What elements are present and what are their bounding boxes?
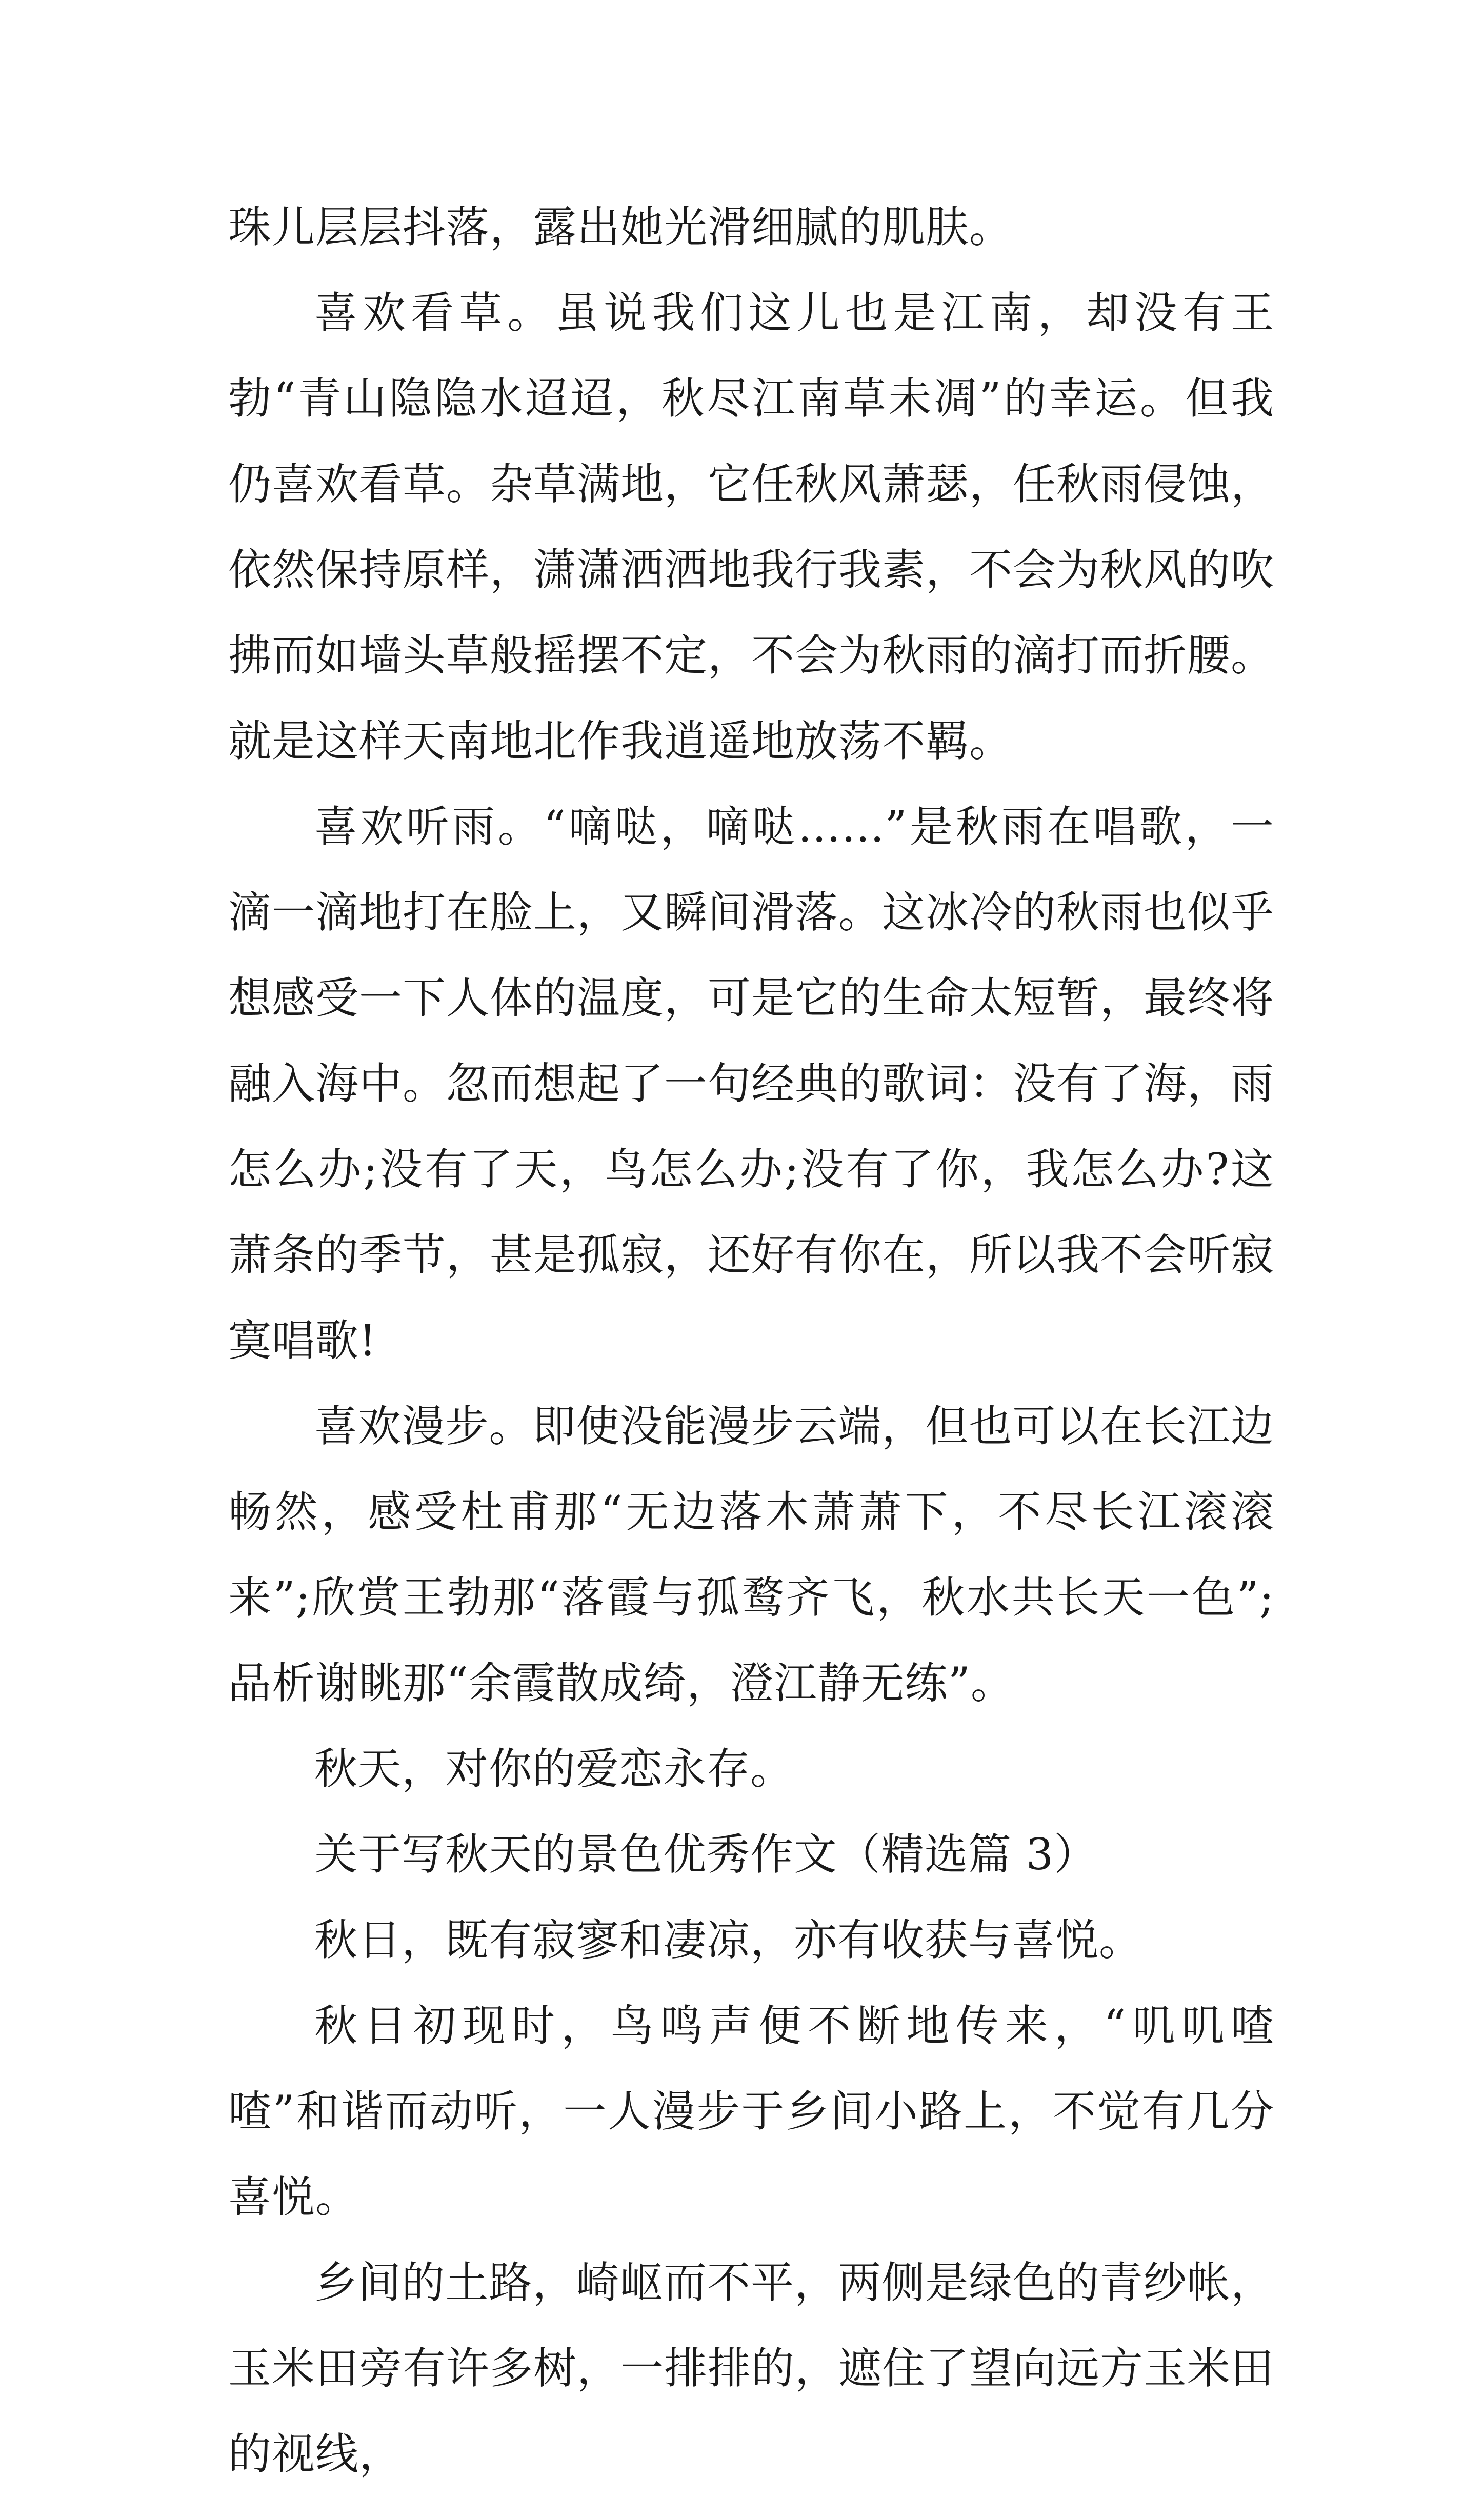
paragraph-love: 秋天，对你的爱恋永存。 — [314, 1744, 794, 1794]
paragraph-road: 乡间的土路，崎岖而不平，两侧是绿色的青纱帐，玉米田旁有许多树，一排排的，遮住了望向远方玉米田的视线， — [228, 2258, 1275, 2479]
paragraph-intro: 秋日，既有寂寥和凄凉，亦有收获与喜悦。 — [314, 1915, 1143, 1965]
paragraph-grass: 喜欢看草。虽说我们这儿也是江南，却没有王勃“青山隐隐水迢迢，秋尽江南草未凋”的幸运。但我仍喜欢看草。杂草满地，它任秋风萧瑟，任秋雨侵蚀，依然保持原样，潇潇洒洒地我行我素，不会为秋风的吹拂而如墙头草般摇摆不定，不会为秋雨的滴打而折腰。就是这样天南地北作我逍遥地放荡不羁。 — [228, 288, 1275, 766]
section-heading: 关于写秋天的景色优秀作文（精选篇 3） — [314, 1829, 1098, 1880]
document-body — [228, 185, 1274, 2497]
paragraph-rain: 喜欢听雨。“嘀哒，嘀哒……”是秋雨在唱歌，一滴一滴地打在脸上，又瞬间滑落。这冰冷的秋雨也似乎想感受一下人体的温度，可是它的生命太短暂，最终将融入海中。忽而想起了一句经典的歌词：没有了海，雨怎么办;没有了天，鸟怎么办;没有了你，我怎么办?这萧条的季节，甚是孤寂，还好有你在，所以我不会听寂寞唱歌! — [228, 802, 1275, 1366]
paragraph-birds: 秋日初现时，鸟鸣声便不断地传来，“叽叽喳喳”和谐而动听，一人漫步于乡间小路上，不觉有几分喜悦。 — [228, 2001, 1274, 2222]
paragraph-continuation: 珠儿层层抖落，露出她光滑细腻的肌肤。 — [228, 202, 1013, 252]
paragraph-walk: 喜欢漫步。即使没能漫步云端，但也可以在长江边畅然，感受杜甫那“无边落木萧萧下，不尽长江滚滚来”;欣赏王勃那“落霞与孤鹜齐飞，秋水共长天一色”;品析谢眺那“余霞散成绮，澄江静无练”。 — [228, 1401, 1274, 1708]
